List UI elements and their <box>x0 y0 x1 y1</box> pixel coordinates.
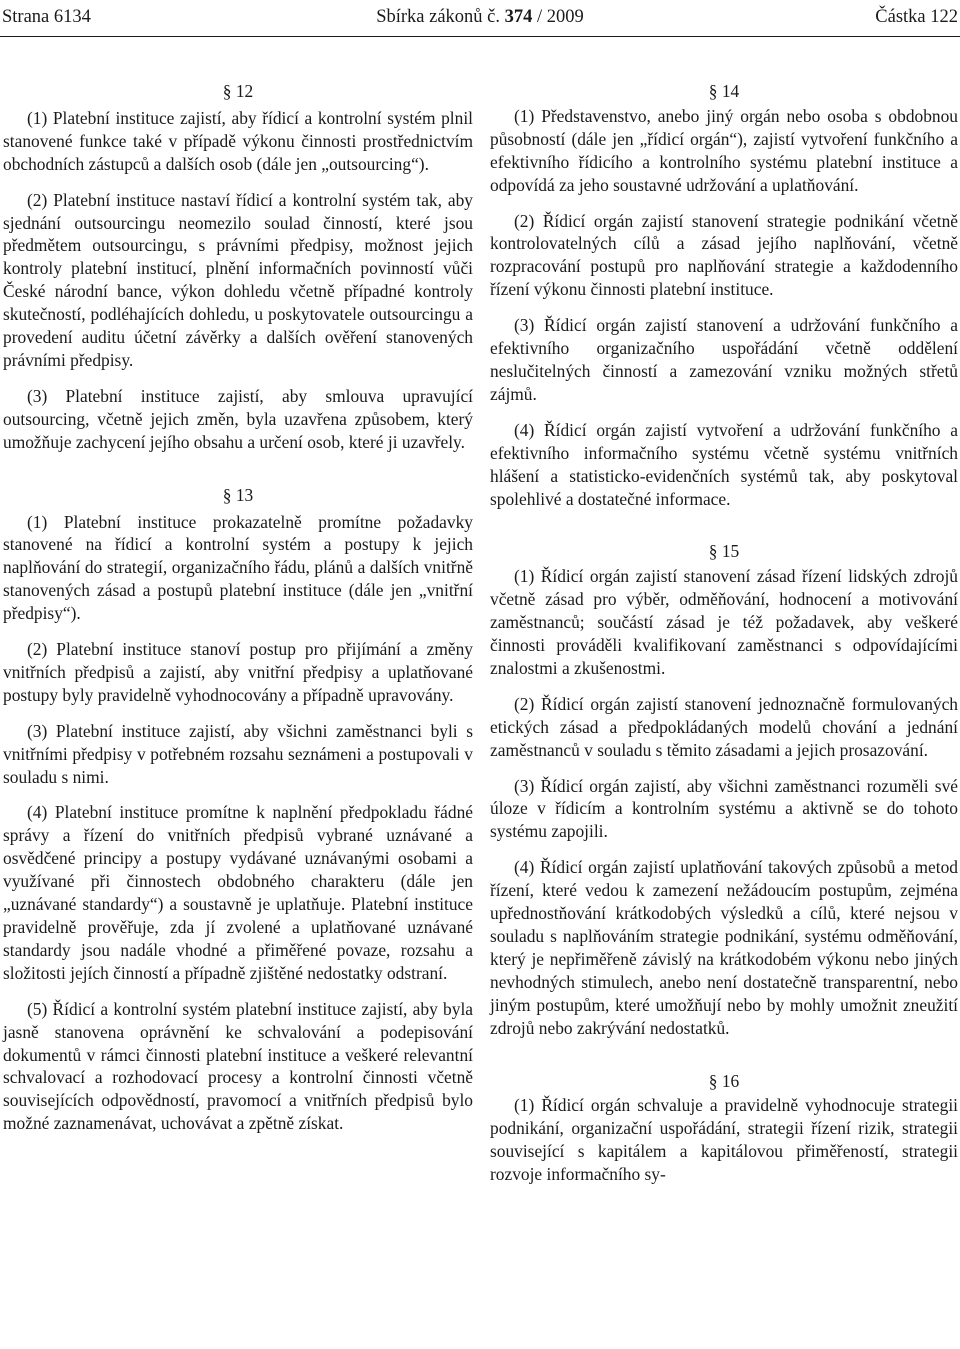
law-number: 374 <box>504 7 533 27</box>
left-column <box>3 80 473 1135</box>
paragraph-15-2: (2) Řídicí orgán zajistí stanovení jednoznačně formulovaných etických zásad a předpokládaných modelů chování a jednání zaměstnanců v souladu s těmito zásadami a jejich prosazování. <box>490 693 958 760</box>
section-heading-14: § 14 <box>708 81 740 101</box>
paragraph-13-1: (1) Platební instituce prokazatelně promítne požadavky stanovené na řídicí a kontrolní systém a postupy k jejich naplňování do strategií, organizačního řádu, plánů a dalších vnitřně stanovených zásad a postupů platební instituce (dále jen „vnitřní předpisy“). <box>3 511 473 624</box>
collection-prefix: Sbírka zákonů č. <box>376 7 505 27</box>
paragraph-13-5: (5) Řídicí a kontrolní systém platební instituce zajistí, aby byla jasně stanovena oprávnění ke schvalování a podepisování dokumentů v rámci činnosti platební instituce a veškeré relevantní schvalovací a rozhodovací procesy a kontrolní činnosti včetně souvisejících odpovědností, pravomocí a vnitřních předpisů bylo možné zaznamenávat, uchovávat a zpětně získat. <box>3 998 473 1134</box>
paragraph-14-1: (1) Představenstvo, anebo jiný orgán nebo osoba s obdobnou působností (dále jen „řídicí orgán“), zajistí vytvoření funkčního a efektivního řídicího a kontrolního systému platební instituce a odpovídá za jeho soustavné udržování a uplatňování. <box>490 105 958 195</box>
paragraph-12-1: (1) Platební instituce zajistí, aby řídicí a kontrolní systém plnil stanovené funkce také v případě výkonu činnosti prostřednictvím obchodních zástupců a dalších osob (dále jen „outsourcing“). <box>3 107 473 174</box>
paragraph-14-3: (3) Řídicí orgán zajistí stanovení a udržování funkčního a efektivního organizačního uspořádání včetně oddělení neslučitelných činností a zamezování vzniku možných střetů zájmů. <box>490 315 958 404</box>
collection-title <box>0 6 960 28</box>
paragraph-13-4: (4) Platební instituce promítne k naplnění předpokladu řádné správy a řízení do vnitřních předpisů vybrané uznávané a osvědčené principy a postupy vydávané uznávanými osobami a využívané při činnostech obdobného charakteru (dále jen „uznávané standardy“) a soustavně je uplatňuje. Platební instituce pravidelně prověřuje, zda jí zvolené a uplatňované uznávané standardy jsou nadále vhodné a přiměřené povaze, rozsahu a složitosti jejích činností a případně zjištěné nedostatky odstraní. <box>3 802 473 983</box>
page-header <box>0 0 960 38</box>
section-heading-12: § 12 <box>222 81 254 101</box>
section-heading-16: § 16 <box>708 1070 740 1091</box>
section-heading-13: § 13 <box>222 484 254 505</box>
right-column <box>490 80 958 1186</box>
paragraph-13-2: (2) Platební instituce stanoví postup pro přijímání a změny vnitřních předpisů a zajistí, aby vnitřní předpisy a uplatňované postupy byly pravidelně vyhodnocovány a případně upravovány. <box>3 639 473 705</box>
paragraph-14-4: (4) Řídicí orgán zajistí vytvoření a udržování funkčního a efektivního informačního systému včetně systému vnitřních hlášení a statisticko-evidenčních systémů tak, aby poskytoval spolehlivé a dostatečné informace. <box>490 419 958 509</box>
paragraph-15-4: (4) Řídicí orgán zajistí uplatňování takových způsobů a metod řízení, které vedou k zamezení nežádoucím postupům, zejména upřednostňování krátkodobých výsledků a cílů, které nejsou v souladu s naplňováním strategie podnikání, systému odměňování, který je nepřiměřeně závislý na krátkodobém výkonu nebo jiných nevhodných stimulech, anebo není dostatečně transparentní, nebo jiným postupům, které umožňují nebo by mohly umožnit zneužití zdrojů nebo zakrývání nedostatků. <box>490 857 958 1038</box>
paragraph-16-1: (1) Řídicí orgán schvaluje a pravidelně vyhodnocuje strategii podnikání, organizační uspořádání, strategii řízení rizik, strategii související s kapitálem a kapitálovou přiměřeností, strategii rozvoje informačního sy- <box>490 1095 958 1185</box>
paragraph-13-3: (3) Platební instituce zajistí, aby všichni zaměstnanci byli s vnitřními předpisy v potřebném rozsahu seznámeni a postupovali v souladu s nimi. <box>3 720 473 787</box>
paragraph-14-2: (2) Řídicí orgán zajistí stanovení strategie podnikání včetně kontrolovatelných cílů a zásad jejího naplňování, včetně rozpracování postupů pro naplňování strategie a každodenního řízení výkonu činnosti platební instituce. <box>490 210 958 300</box>
paragraph-15-1: (1) Řídicí orgán zajistí stanovení zásad řízení lidských zdrojů včetně zásad pro výběr, odměňování, hodnocení a motivování zaměstnanců; součástí zásad je též požadavek, aby veškeré činnosti prováděli kvalifikovaní zaměstnanci s odpovídajícími znalostmi a zkušenostmi. <box>490 566 958 678</box>
page-number: Strana 6134 <box>2 7 91 27</box>
law-year: / 2009 <box>532 7 584 27</box>
section-heading-15: § 15 <box>708 541 740 562</box>
part-label: Částka 122 <box>875 7 958 27</box>
paragraph-12-3: (3) Platební instituce zajistí, aby smlouva upravující outsourcing, včetně jejich změn, byla uzavřena způsobem, který umožňuje zachycení jejího obsahu a určení osob, které ji uzavřely. <box>3 385 473 452</box>
paragraph-12-2: (2) Platební instituce nastaví řídicí a kontrolní systém tak, aby sjednání outsourcingu neomezilo soulad činností, které jsou předmětem outsourcingu, s právními předpisy, možnost jejich kontroly platební institucí, plnění informačních povinností vůči České národní bance, výkon dohledu včetně případné kontroly skutečností, podléhajících dohledu, u poskytovatele outsourcingu a provedení auditu účetní závěrky a dalších ověření stanovených právními předpisy. <box>3 189 473 370</box>
paragraph-15-3: (3) Řídicí orgán zajistí, aby všichni zaměstnanci rozuměli své úloze v řídicím a kontrolním systému a aktivně se do tohoto systému zapojili. <box>490 775 958 842</box>
header-divider <box>0 36 960 37</box>
